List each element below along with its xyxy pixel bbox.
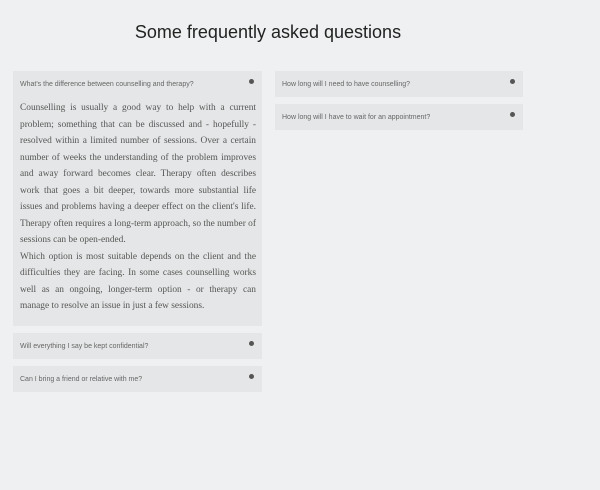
toggle-dot-icon[interactable]	[510, 112, 515, 117]
faq-question-text: What's the difference between counselling and therapy?	[20, 81, 194, 88]
faq-question-header[interactable]	[275, 104, 523, 130]
faq-question-header[interactable]	[275, 71, 523, 97]
toggle-dot-icon[interactable]	[249, 374, 254, 379]
faq-question-header[interactable]	[13, 366, 262, 392]
faq-answer	[13, 97, 262, 326]
faq-answer-paragraph: Which option is most suitable depends on the client and the difficulties they are facing. In some cases counselling works well as an ongoing, longer-term option - or therapy can manage to resolve an issue in just a few sessions.	[20, 251, 256, 311]
faq-item-confidential	[13, 333, 262, 359]
faq-column-right	[275, 71, 523, 137]
toggle-dot-icon[interactable]	[249, 79, 254, 84]
faq-question-text: How long will I have to wait for an appointment?	[282, 114, 431, 121]
faq-item-bring-friend	[13, 366, 262, 392]
toggle-dot-icon[interactable]	[510, 79, 515, 84]
faq-item-counselling-vs-therapy	[13, 71, 262, 326]
faq-item-wait-appointment	[275, 104, 523, 130]
toggle-dot-icon[interactable]	[249, 341, 254, 346]
faq-answer-paragraph: Counselling is usually a good way to help with a current problem; something that can be discussed and - hopefully - resolved within a limited number of sessions. Over a certain number of weeks the understanding of the problem improves and away forward becomes clear. Therapy often describes work that goes a bit deeper, towards more substantial life issues and problems having a deeper effect on the client's life. Therapy often requires a long-term approach, so the number of sessions can be open-ended.	[20, 103, 256, 245]
faq-column-left	[13, 71, 262, 399]
faq-question-header[interactable]	[13, 333, 262, 359]
faq-question-text: Can I bring a friend or relative with me?	[20, 375, 143, 383]
faq-question-header[interactable]	[13, 71, 262, 97]
faq-question-text: How long will I need to have counselling?	[282, 81, 411, 88]
faq-question-text: Will everything I say be kept confidential?	[20, 342, 149, 350]
faq-item-how-long-counselling	[275, 71, 523, 97]
page-title: Some frequently asked questions	[134, 22, 402, 42]
